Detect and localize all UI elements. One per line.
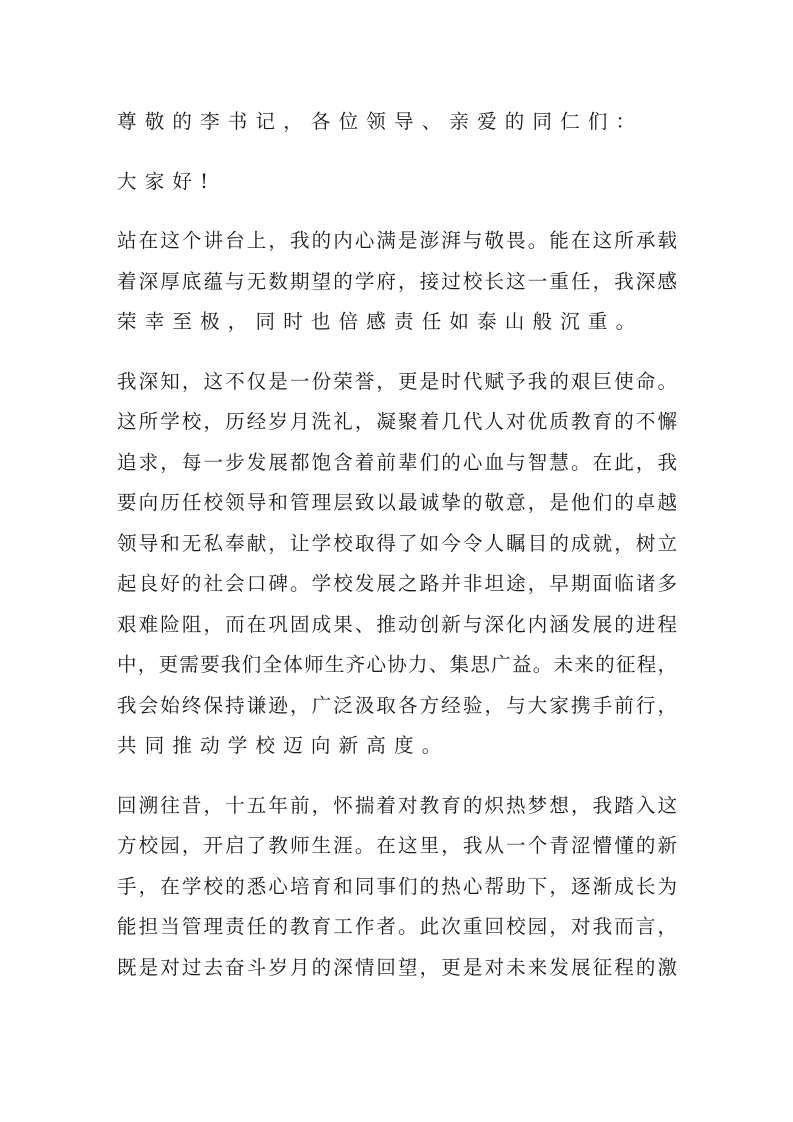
text-line: 回溯往昔，十五年前，怀揣着对教育的炽热梦想，我踏入这 [117,793,677,817]
text-line: 荣幸至极，同时也倍感责任如泰山般沉重。 [117,310,644,333]
text-line: 艰难险阻，而在巩固成果、推动创新与深化内涵发展的进程 [117,612,677,636]
text-line: 这所学校，历经岁月洗礼，凝聚着几代人对优质教育的不懈 [117,410,677,433]
text-line: 着深厚底蕴与无数期望的学府，接过校长这一重任，我深感 [117,269,677,293]
paragraph [117,786,677,989]
paragraph [117,221,677,343]
paragraph [117,362,677,767]
text-line: 我会始终保持谦逊，广泛汲取各方经验，与大家携手前行， [117,693,677,717]
paragraph [117,102,677,143]
text-line: 大家好! [117,169,217,193]
text-line: 站在这个讲台上，我的内心满是澎湃与敬畏。能在这所承载 [117,229,677,252]
text-line: 追求，每一步发展都饱含着前辈们的心血与智慧。在此，我 [117,450,677,474]
text-line: 中，更需要我们全体师生齐心协力、集思广益。未来的征程， [117,653,677,676]
text-line: 起良好的社会口碑。学校发展之路并非坦途，早期面临诸多 [117,572,677,595]
document-page [117,102,677,1007]
text-line: 既是对过去奋斗岁月的深情回望，更是对未来发展征程的激 [117,955,677,979]
text-line: 尊敬的李书记，各位领导、亲爱的同仁们： [117,110,644,133]
text-line: 要向历任校领导和管理层致以最诚挚的敬意，是他们的卓越 [117,491,677,514]
text-line: 方校园，开启了教师生涯。在这里，我从一个青涩懵懂的新 [117,834,677,857]
text-line: 共同推动学校迈向新高度。 [117,734,450,757]
text-line: 能担当管理责任的教育工作者。此次重回校园，对我而言， [117,915,677,938]
paragraph [117,162,677,203]
text-line: 手，在学校的悉心培育和同事们的热心帮助下，逐渐成长为 [117,874,677,898]
text-line: 领导和无私奉献，让学校取得了如今令人瞩目的成就，树立 [117,531,677,555]
text-line: 我深知，这不仅是一份荣誉，更是时代赋予我的艰巨使命。 [117,369,677,393]
